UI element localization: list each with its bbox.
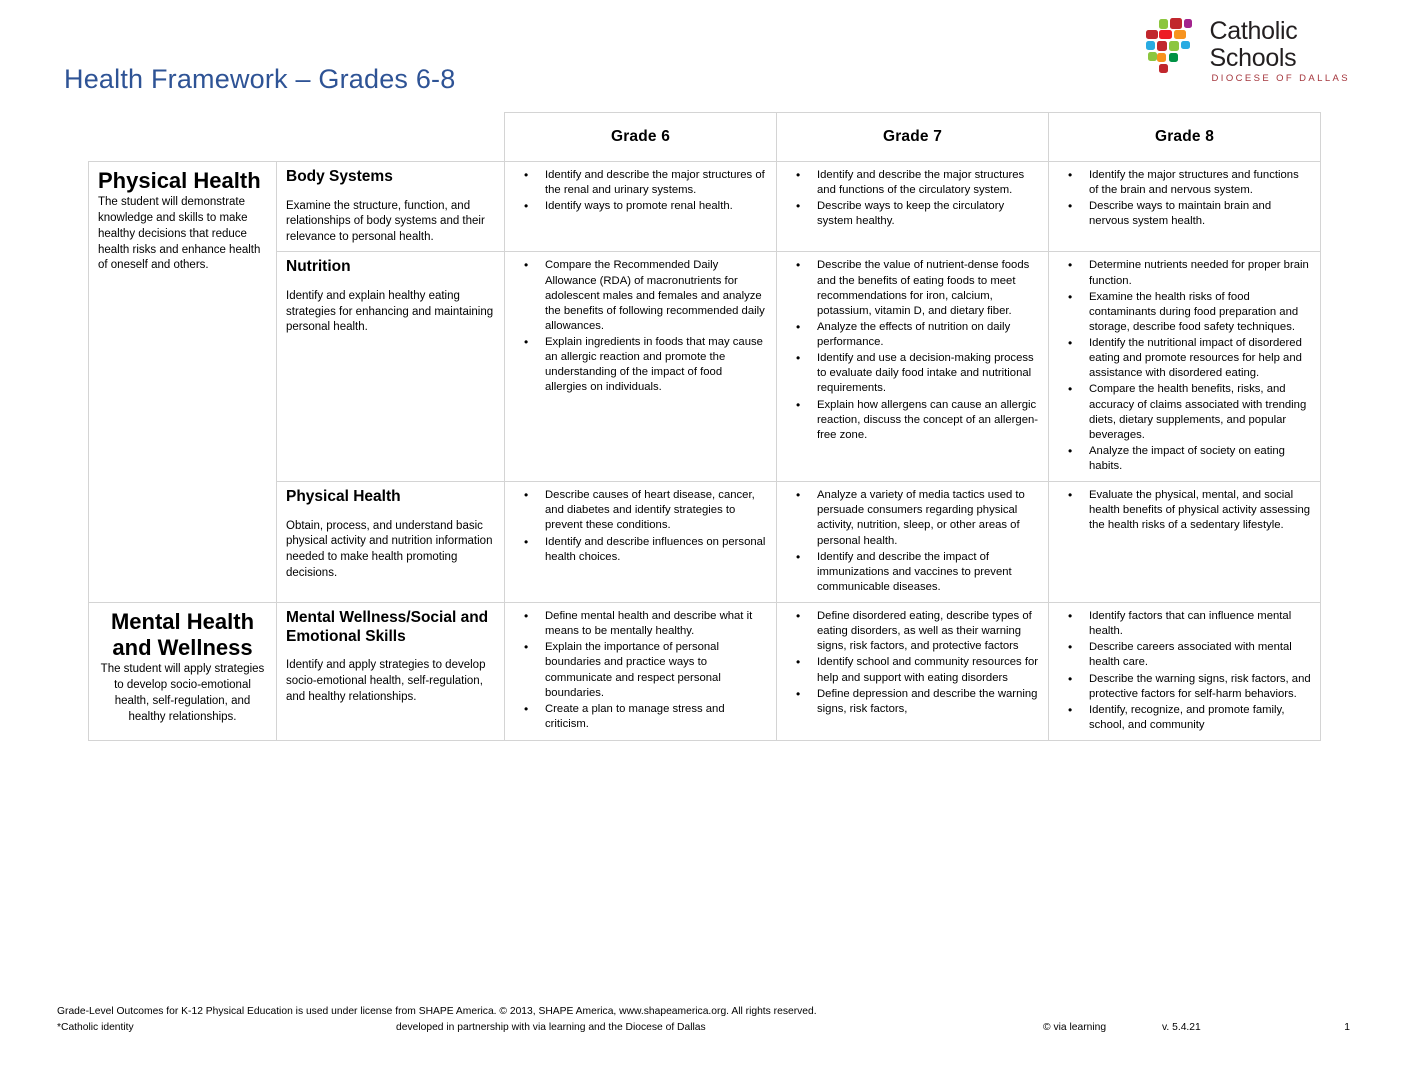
topic-description: Obtain, process, and understand basic physical activity and nutrition information needed to make health promoting decisions. [286, 519, 493, 579]
strand-title: Mental Health and Wellness [110, 609, 255, 661]
outcome-cell-grade6 [505, 252, 777, 482]
list-item: • Describe the value of nutrient-dense foods and the benefits of eating foods to meet recommendations for iron, calcium, potassium, vitamin D, and dietary fiber. [817, 258, 1039, 319]
list-item: • Describe causes of heart disease, cancer, and diabetes and identify strategies to prevent these conditions. [545, 488, 767, 533]
outcome-list [514, 258, 767, 395]
table-row [89, 603, 1321, 741]
logo-line-diocese: DIOCESE OF DALLAS [1211, 73, 1350, 84]
outcome-cell-grade7 [777, 252, 1049, 482]
list-item: • Identify factors that can influence mental health. [1089, 609, 1311, 639]
list-item: • Analyze a variety of media tactics used to persuade consumers regarding physical activity, nutrition, sleep, or other areas of personal health. [817, 488, 1039, 549]
list-item: • Describe ways to maintain brain and nervous system health. [1089, 199, 1311, 229]
topic-description: Identify and apply strategies to develop socio-emotional health, self-regulation, and healthy relationships. [286, 659, 486, 703]
list-item: • Examine the health risks of food contaminants during food preparation and storage, describe food safety techniques. [1089, 290, 1311, 335]
outcome-cell-grade8 [1049, 603, 1321, 741]
topic-cell-nutrition [277, 252, 505, 482]
header-blank-topic [277, 113, 505, 162]
list-item: • Compare the health benefits, risks, and accuracy of claims associated with trending diets, dietary supplements, and popular beverages. [1089, 382, 1311, 443]
list-item: • Define disordered eating, describe types of eating disorders, as well as their warning signs, risk factors, and protective factors [817, 609, 1039, 654]
list-item: • Analyze the impact of society on eating habits. [1089, 444, 1311, 474]
list-item: • Explain how allergens can cause an allergic reaction, discuss the concept of an allergen-free zone. [817, 398, 1039, 443]
outcome-cell-grade6 [505, 482, 777, 603]
outcome-cell-grade8 [1049, 482, 1321, 603]
topic-title: Physical Health [286, 488, 401, 506]
outcome-list [1058, 609, 1311, 733]
table-header [89, 113, 1321, 162]
list-item: • Identify ways to promote renal health. [545, 199, 767, 214]
page-title: Health Framework – Grades 6-8 [64, 64, 456, 94]
column-header-grade-6: Grade 6 [505, 113, 777, 162]
outcome-cell-grade7 [777, 603, 1049, 741]
list-item: • Evaluate the physical, mental, and social health benefits of physical activity assessing the health risks of a sedentary lifestyle. [1089, 488, 1311, 533]
list-item: • Describe careers associated with mental health care. [1089, 640, 1311, 670]
logo-line-schools: Schools [1209, 43, 1297, 72]
list-item: • Describe the warning signs, risk factors, and protective factors for self-harm behaviors. [1089, 672, 1311, 702]
list-item: • Identify, recognize, and promote family, school, and community [1089, 703, 1311, 733]
outcome-cell-grade8 [1049, 252, 1321, 482]
outcome-cell-grade6 [505, 603, 777, 741]
outcome-list [514, 609, 767, 732]
outcome-cell-grade7 [777, 482, 1049, 603]
list-item: • Explain the importance of personal boundaries and practice ways to communicate and respect personal boundaries. [545, 640, 767, 701]
footer-page-number: 1 [1344, 1022, 1350, 1033]
list-item: • Identify and describe the major structures of the renal and urinary systems. [545, 168, 767, 198]
list-item: • Create a plan to manage stress and criticism. [545, 702, 767, 732]
list-item: • Identify and describe influences on personal health choices. [545, 535, 767, 565]
topic-title: Body Systems [286, 168, 393, 185]
topic-description: Identify and explain healthy eating strategies for enhancing and maintaining personal health. [286, 290, 494, 334]
table-body [89, 162, 1321, 741]
strand-cell-mental-health-and-wellness [89, 603, 277, 741]
footer-via-learning: © via learning [1043, 1022, 1107, 1033]
page-footer [0, 1006, 1408, 1036]
list-item: • Identify school and community resources for help and support with eating disorders [817, 655, 1039, 685]
health-framework-table [88, 112, 1321, 741]
list-item: • Identify and use a decision-making process to evaluate daily food intake and nutritional requirements. [817, 351, 1039, 396]
footer-partnership: developed in partnership with via learning and the Diocese of Dallas [396, 1022, 706, 1033]
outcome-list [514, 488, 767, 565]
strand-description: The student will demonstrate knowledge and skills to make healthy decisions that reduce health risks and enhance health of oneself and others. [98, 195, 261, 272]
list-item: • Define mental health and describe what it means to be mentally healthy. [545, 609, 767, 639]
outcome-list [786, 488, 1039, 595]
column-header-grade-8: Grade 8 [1049, 113, 1321, 162]
page-header [0, 0, 1408, 112]
outcome-list [1058, 258, 1311, 474]
footer-catholic-identity: *Catholic identity [57, 1022, 134, 1033]
catholic-schools-logo [1144, 16, 1350, 84]
strand-cell-physical-health [89, 162, 277, 603]
outcome-list [514, 168, 767, 214]
outcome-list [786, 258, 1039, 443]
list-item: • Identify and describe the major structures and functions of the circulatory system. [817, 168, 1039, 198]
topic-cell-physical-health [277, 482, 505, 603]
column-header-grade-7: Grade 7 [777, 113, 1049, 162]
list-item: • Define depression and describe the warning signs, risk factors, [817, 687, 1039, 717]
outcome-cell-grade6 [505, 162, 777, 252]
list-item: • Analyze the effects of nutrition on daily performance. [817, 320, 1039, 350]
list-item: • Identify and describe the impact of immunizations and vaccines to prevent communicable diseases. [817, 550, 1039, 595]
list-item: • Compare the Recommended Daily Allowance (RDA) of macronutrients for adolescent males and females and analyze the benefits of following recommended daily allowances. [545, 258, 767, 334]
outcome-list [786, 168, 1039, 230]
logo-line-catholic: Catholic [1209, 17, 1298, 45]
header-blank-strand [89, 113, 277, 162]
strand-title: Physical Health [98, 168, 261, 193]
outcome-list [1058, 168, 1311, 230]
topic-cell-mental-wellness [277, 603, 505, 741]
outcome-cell-grade8 [1049, 162, 1321, 252]
list-item: • Determine nutrients needed for proper brain function. [1089, 258, 1311, 288]
list-item: • Identify the major structures and functions of the brain and nervous system. [1089, 168, 1311, 198]
topic-title: Mental Wellness/Social and Emotional Skills [286, 609, 489, 645]
cross-mosaic-icon [1144, 16, 1202, 74]
list-item: • Identify the nutritional impact of disordered eating and promote resources for help and assistance with disordered eating. [1089, 336, 1311, 381]
footer-version: v. 5.4.21 [1162, 1022, 1201, 1033]
strand-description: The student will apply strategies to develop socio-emotional health, self-regulation, and healthy relationships. [100, 663, 265, 723]
list-item: • Describe ways to keep the circulatory system healthy. [817, 199, 1039, 229]
outcome-list [1058, 488, 1311, 533]
list-item: • Explain ingredients in foods that may cause an allergic reaction and promote the understanding of the impact of food allergies on individuals. [545, 335, 767, 396]
outcome-cell-grade7 [777, 162, 1049, 252]
topic-description: Examine the structure, function, and relationships of body systems and their relevance to personal health. [286, 199, 485, 243]
topic-cell-body-systems [277, 162, 505, 252]
table-row [89, 162, 1321, 252]
footer-license-text: Grade-Level Outcomes for K-12 Physical Education is used under license from SHAPE America. © 2013, SHAPE America, www.shapeamerica.org. All rights reserved. [57, 1006, 817, 1017]
outcome-list [786, 609, 1039, 717]
topic-title: Nutrition [286, 258, 351, 276]
